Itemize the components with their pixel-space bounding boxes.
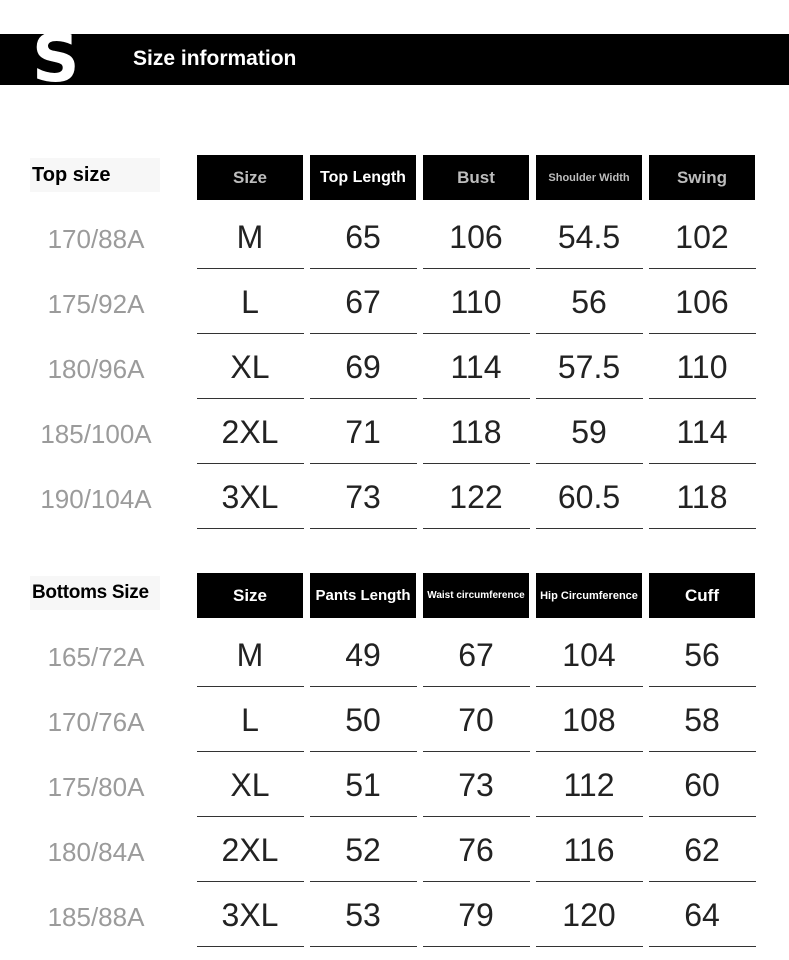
bottoms-cell-size: M [236, 637, 264, 673]
top-row-divider [649, 528, 756, 529]
top-row-label: 185/100A [40, 419, 152, 449]
bottoms-row-label: 175/80A [47, 772, 145, 802]
top-row-divider [197, 333, 304, 334]
top-row-label: 170/88A [47, 224, 145, 254]
bottoms-cell-col5: 60 [684, 767, 720, 803]
bottoms-cell-size: XL [230, 767, 270, 803]
top-header-length: Top Length [310, 155, 416, 200]
bottoms-row-divider [649, 686, 756, 687]
bottoms-cell-col4: 116 [563, 832, 615, 868]
bottoms-row-divider [536, 816, 643, 817]
top-cell-length: 65 [345, 219, 381, 255]
bottoms-row-divider [536, 751, 643, 752]
top-cell-length: 73 [345, 479, 381, 515]
top-row-divider [310, 398, 417, 399]
bottoms-cell-col5: 64 [684, 897, 720, 933]
top-row-divider [197, 463, 304, 464]
bottoms-row-divider [536, 686, 643, 687]
top-cell-size: M [236, 219, 264, 255]
bottoms-row-label: 170/76A [47, 707, 145, 737]
top-row-divider [310, 528, 417, 529]
size-info-banner [0, 20, 789, 97]
top-cell-col5: 102 [675, 219, 729, 255]
bottoms-cell-col3: 67 [458, 637, 494, 673]
top-row-divider [197, 528, 304, 529]
top-row-divider [423, 333, 530, 334]
top-cell-length: 71 [345, 414, 381, 450]
bottoms-cell-col3: 76 [458, 832, 494, 868]
bottoms-cell-col3: 73 [458, 767, 494, 803]
bottoms-cell-col5: 58 [684, 702, 720, 738]
bottoms-cell-col4: 108 [562, 702, 616, 738]
bottoms-row-divider [197, 881, 304, 882]
top-row-divider [423, 528, 530, 529]
bottoms-cell-col3: 79 [458, 897, 494, 933]
top-cell-col5: 110 [676, 349, 728, 385]
top-header-size: Size [197, 155, 303, 200]
bottoms-row-divider [423, 881, 530, 882]
top-row-divider [197, 268, 304, 269]
top-cell-length: 69 [345, 349, 381, 385]
top-cell-col4: 59 [571, 414, 607, 450]
top-cell-size: 3XL [221, 479, 279, 515]
bottoms-size-label: Bottoms Size [30, 576, 160, 610]
bottoms-row-divider [536, 881, 643, 882]
top-cell-col3: 110 [450, 284, 502, 320]
bottoms-row-divider [197, 816, 304, 817]
bottoms-cell-col4: 112 [563, 767, 615, 803]
bottoms-header-col4: Hip Circumference [536, 573, 642, 618]
bottoms-row-divider [423, 751, 530, 752]
bottoms-header-length: Pants Length [310, 573, 416, 618]
bottoms-row-label: 185/88A [47, 902, 145, 932]
bottoms-row-divider [649, 881, 756, 882]
bottoms-cell-col5: 62 [684, 832, 720, 868]
bottoms-row-divider [310, 881, 417, 882]
top-row-divider [536, 463, 643, 464]
bottoms-row-divider [197, 751, 304, 752]
bottoms-cell-col4: 120 [562, 897, 616, 933]
top-cell-col4: 54.5 [557, 219, 621, 255]
top-header-col5: Swing [649, 155, 755, 200]
top-header-col3: Bust [423, 155, 529, 200]
bottoms-header-col5: Cuff [649, 573, 755, 618]
top-cell-col3: 114 [450, 349, 502, 385]
top-cell-size: 2XL [221, 414, 279, 450]
top-row-label: 175/92A [47, 289, 145, 319]
bottoms-row-divider [197, 946, 304, 947]
top-cell-col4: 60.5 [557, 479, 621, 515]
bottoms-row-divider [423, 946, 530, 947]
top-cell-col4: 57.5 [557, 349, 621, 385]
top-row-divider [536, 333, 643, 334]
bottoms-cell-size: 3XL [221, 897, 279, 933]
bottoms-row-label: 165/72A [47, 642, 145, 672]
bottoms-cell-col4: 104 [562, 637, 616, 673]
bottoms-row-divider [310, 686, 417, 687]
bottoms-header-col3: Waist circumference [423, 573, 529, 618]
top-row-divider [310, 268, 417, 269]
bottoms-row-divider [310, 946, 417, 947]
top-cell-col3: 122 [449, 479, 503, 515]
top-cell-size: L [241, 284, 259, 320]
bottoms-cell-col3: 70 [458, 702, 494, 738]
top-row-divider [649, 268, 756, 269]
bottoms-row-divider [310, 751, 417, 752]
top-row-divider [423, 463, 530, 464]
top-row-divider [649, 333, 756, 334]
bottoms-row-divider [649, 751, 756, 752]
bottoms-header-size: Size [197, 573, 303, 618]
bottoms-cell-length: 50 [345, 702, 381, 738]
top-row-label: 180/96A [47, 354, 145, 384]
top-cell-col5: 106 [675, 284, 729, 320]
bottoms-row-divider [310, 816, 417, 817]
top-row-divider [536, 528, 643, 529]
bottoms-row-divider [423, 816, 530, 817]
top-header-col4: Shoulder Width [536, 155, 642, 200]
top-cell-col5: 118 [676, 479, 728, 515]
top-row-divider [310, 333, 417, 334]
top-row-divider [536, 268, 643, 269]
bottoms-row-divider [649, 946, 756, 947]
bottoms-row-divider [423, 686, 530, 687]
top-size-label: Top size [30, 158, 160, 192]
bottoms-row-divider [536, 946, 643, 947]
top-cell-length: 67 [345, 284, 381, 320]
bottoms-cell-size: L [241, 702, 259, 738]
top-row-label: 190/104A [40, 484, 152, 514]
top-cell-size: XL [230, 349, 270, 385]
top-cell-col4: 56 [571, 284, 607, 320]
bottoms-cell-length: 53 [345, 897, 381, 933]
bottoms-row-label: 180/84A [47, 837, 145, 867]
top-row-divider [423, 268, 530, 269]
top-row-divider [310, 463, 417, 464]
top-row-divider [649, 398, 756, 399]
top-row-divider [536, 398, 643, 399]
bottoms-cell-col5: 56 [684, 637, 720, 673]
bottoms-cell-size: 2XL [221, 832, 279, 868]
banner-logo-letter: S [32, 20, 80, 97]
top-cell-col3: 106 [449, 219, 503, 255]
bottoms-cell-length: 49 [345, 637, 381, 673]
bottoms-row-divider [649, 816, 756, 817]
bottoms-row-divider [197, 686, 304, 687]
bottoms-cell-length: 52 [345, 832, 381, 868]
top-row-divider [649, 463, 756, 464]
top-row-divider [423, 398, 530, 399]
bottoms-cell-length: 51 [345, 767, 381, 803]
banner-title: Size information [133, 47, 297, 70]
top-cell-col5: 114 [676, 414, 728, 450]
top-cell-col3: 118 [450, 414, 502, 450]
top-row-divider [197, 398, 304, 399]
